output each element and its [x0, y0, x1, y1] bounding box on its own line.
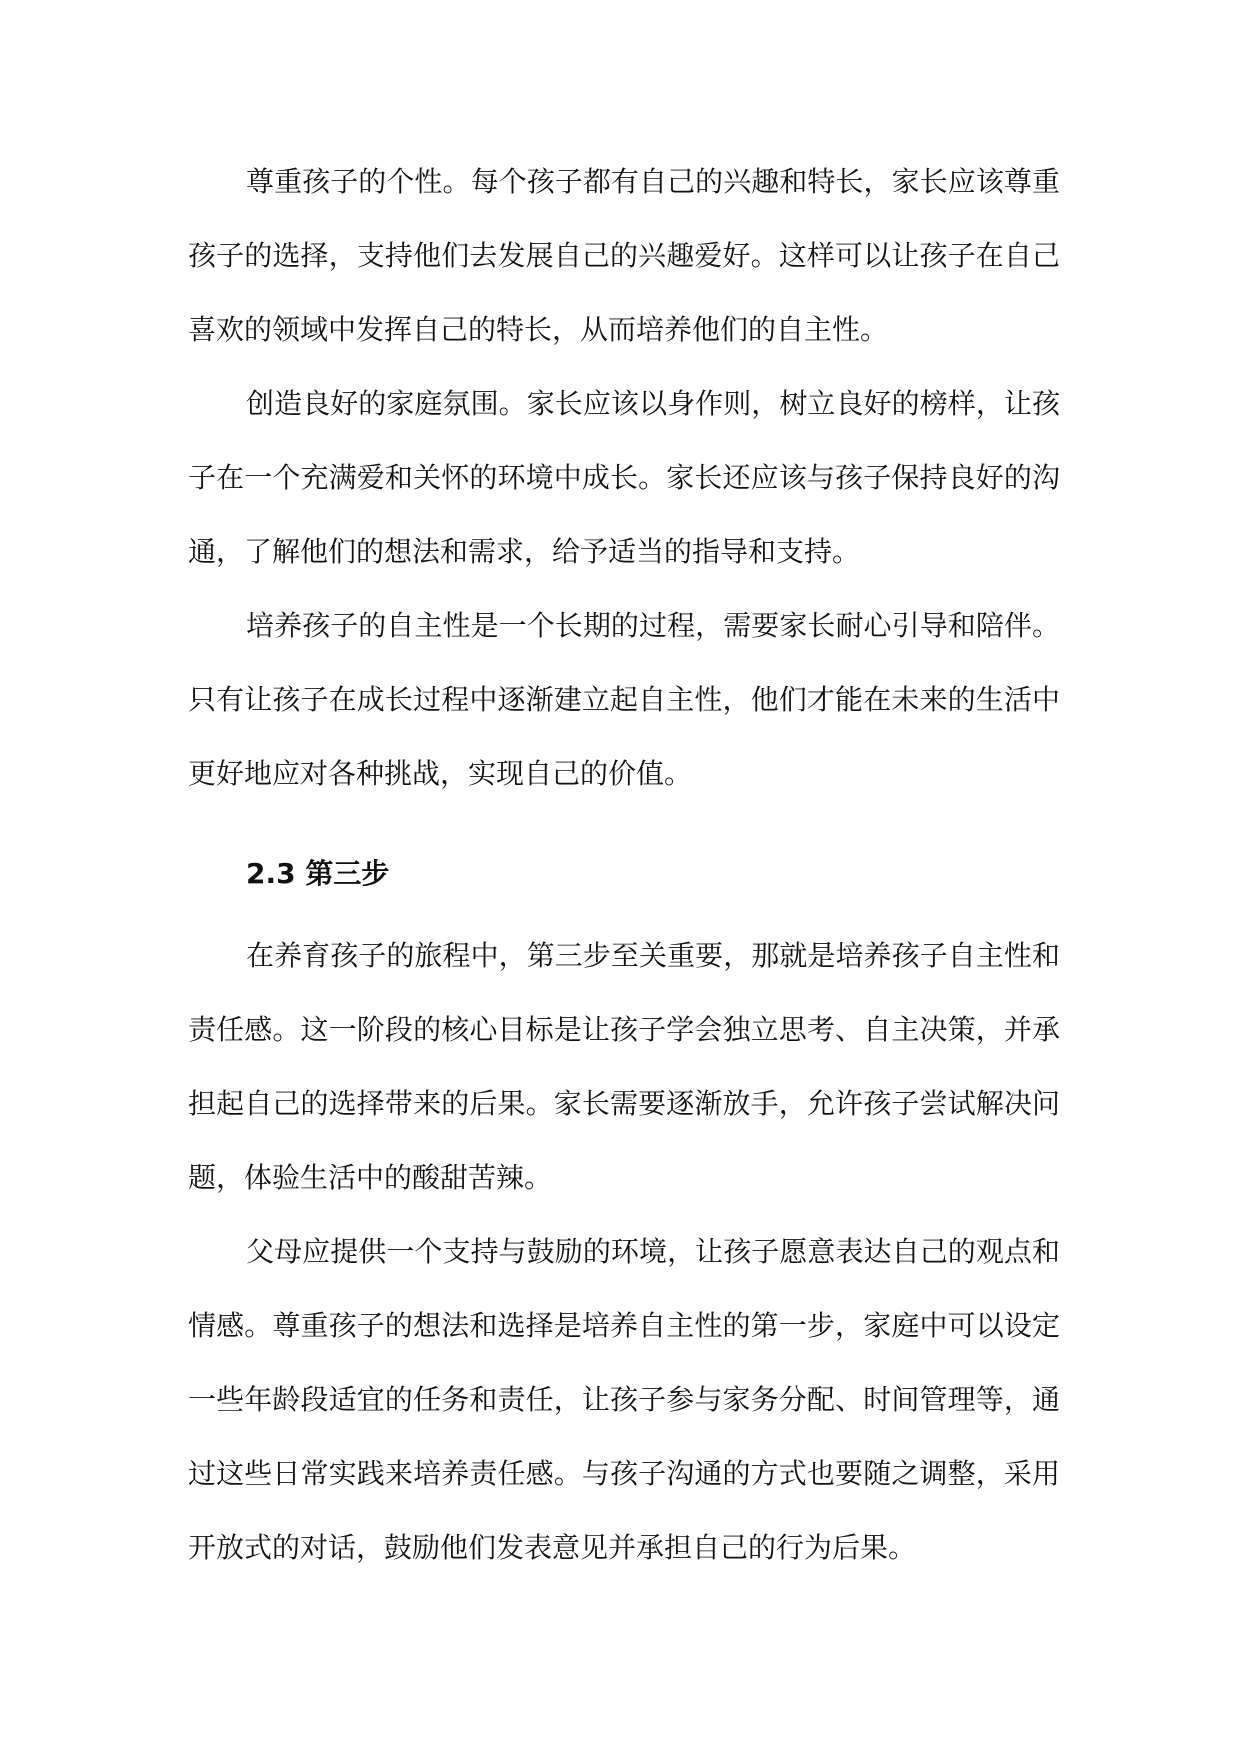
paragraph-third-step-intro: 在养育孩子的旅程中，第三步至关重要，那就是培养孩子自主性和责任感。这一阶段的核心目标是让孩子学会独立思考、自主决策，并承担起自己的选择带来的后果。家长需要逐渐放手，允许孩子尝试解决问题，体验生活中的酸甜苦辣。 — [188, 939, 1060, 1194]
paragraph-family-atmosphere: 创造良好的家庭氛围。家长应该以身作则，树立良好的榜样，让孩子在一个充满爱和关怀的环境中成长。家长还应该与孩子保持良好的沟通，了解他们的想法和需求，给予适当的指导和支持。 — [188, 387, 1060, 568]
paragraph-supportive-environment: 父母应提供一个支持与鼓励的环境，让孩子愿意表达自己的观点和情感。尊重孩子的想法和选择是培养自主性的第一步，家庭中可以设定一些年龄段适宜的任务和责任，让孩子参与家务分配、时间管理等，通过这些日常实践来培养责任感。与孩子沟通的方式也要随之调整，采用开放式的对话，鼓励他们发表意见并承担自己的行为后果。 — [188, 1235, 1060, 1564]
paragraph-respect-individuality: 尊重孩子的个性。每个孩子都有自己的兴趣和特长，家长应该尊重孩子的选择，支持他们去发展自己的兴趣爱好。这样可以让孩子在自己喜欢的领域中发挥自己的特长，从而培养他们的自主性。 — [188, 165, 1060, 346]
section-heading: 2.3 第三步 — [246, 857, 390, 890]
document-body — [188, 145, 1060, 1585]
paragraph-long-term-process: 培养孩子的自主性是一个长期的过程，需要家长耐心引导和陪伴。只有让孩子在成长过程中逐渐建立起自主性，他们才能在未来的生活中更好地应对各种挑战，实现自己的价值。 — [188, 609, 1060, 790]
